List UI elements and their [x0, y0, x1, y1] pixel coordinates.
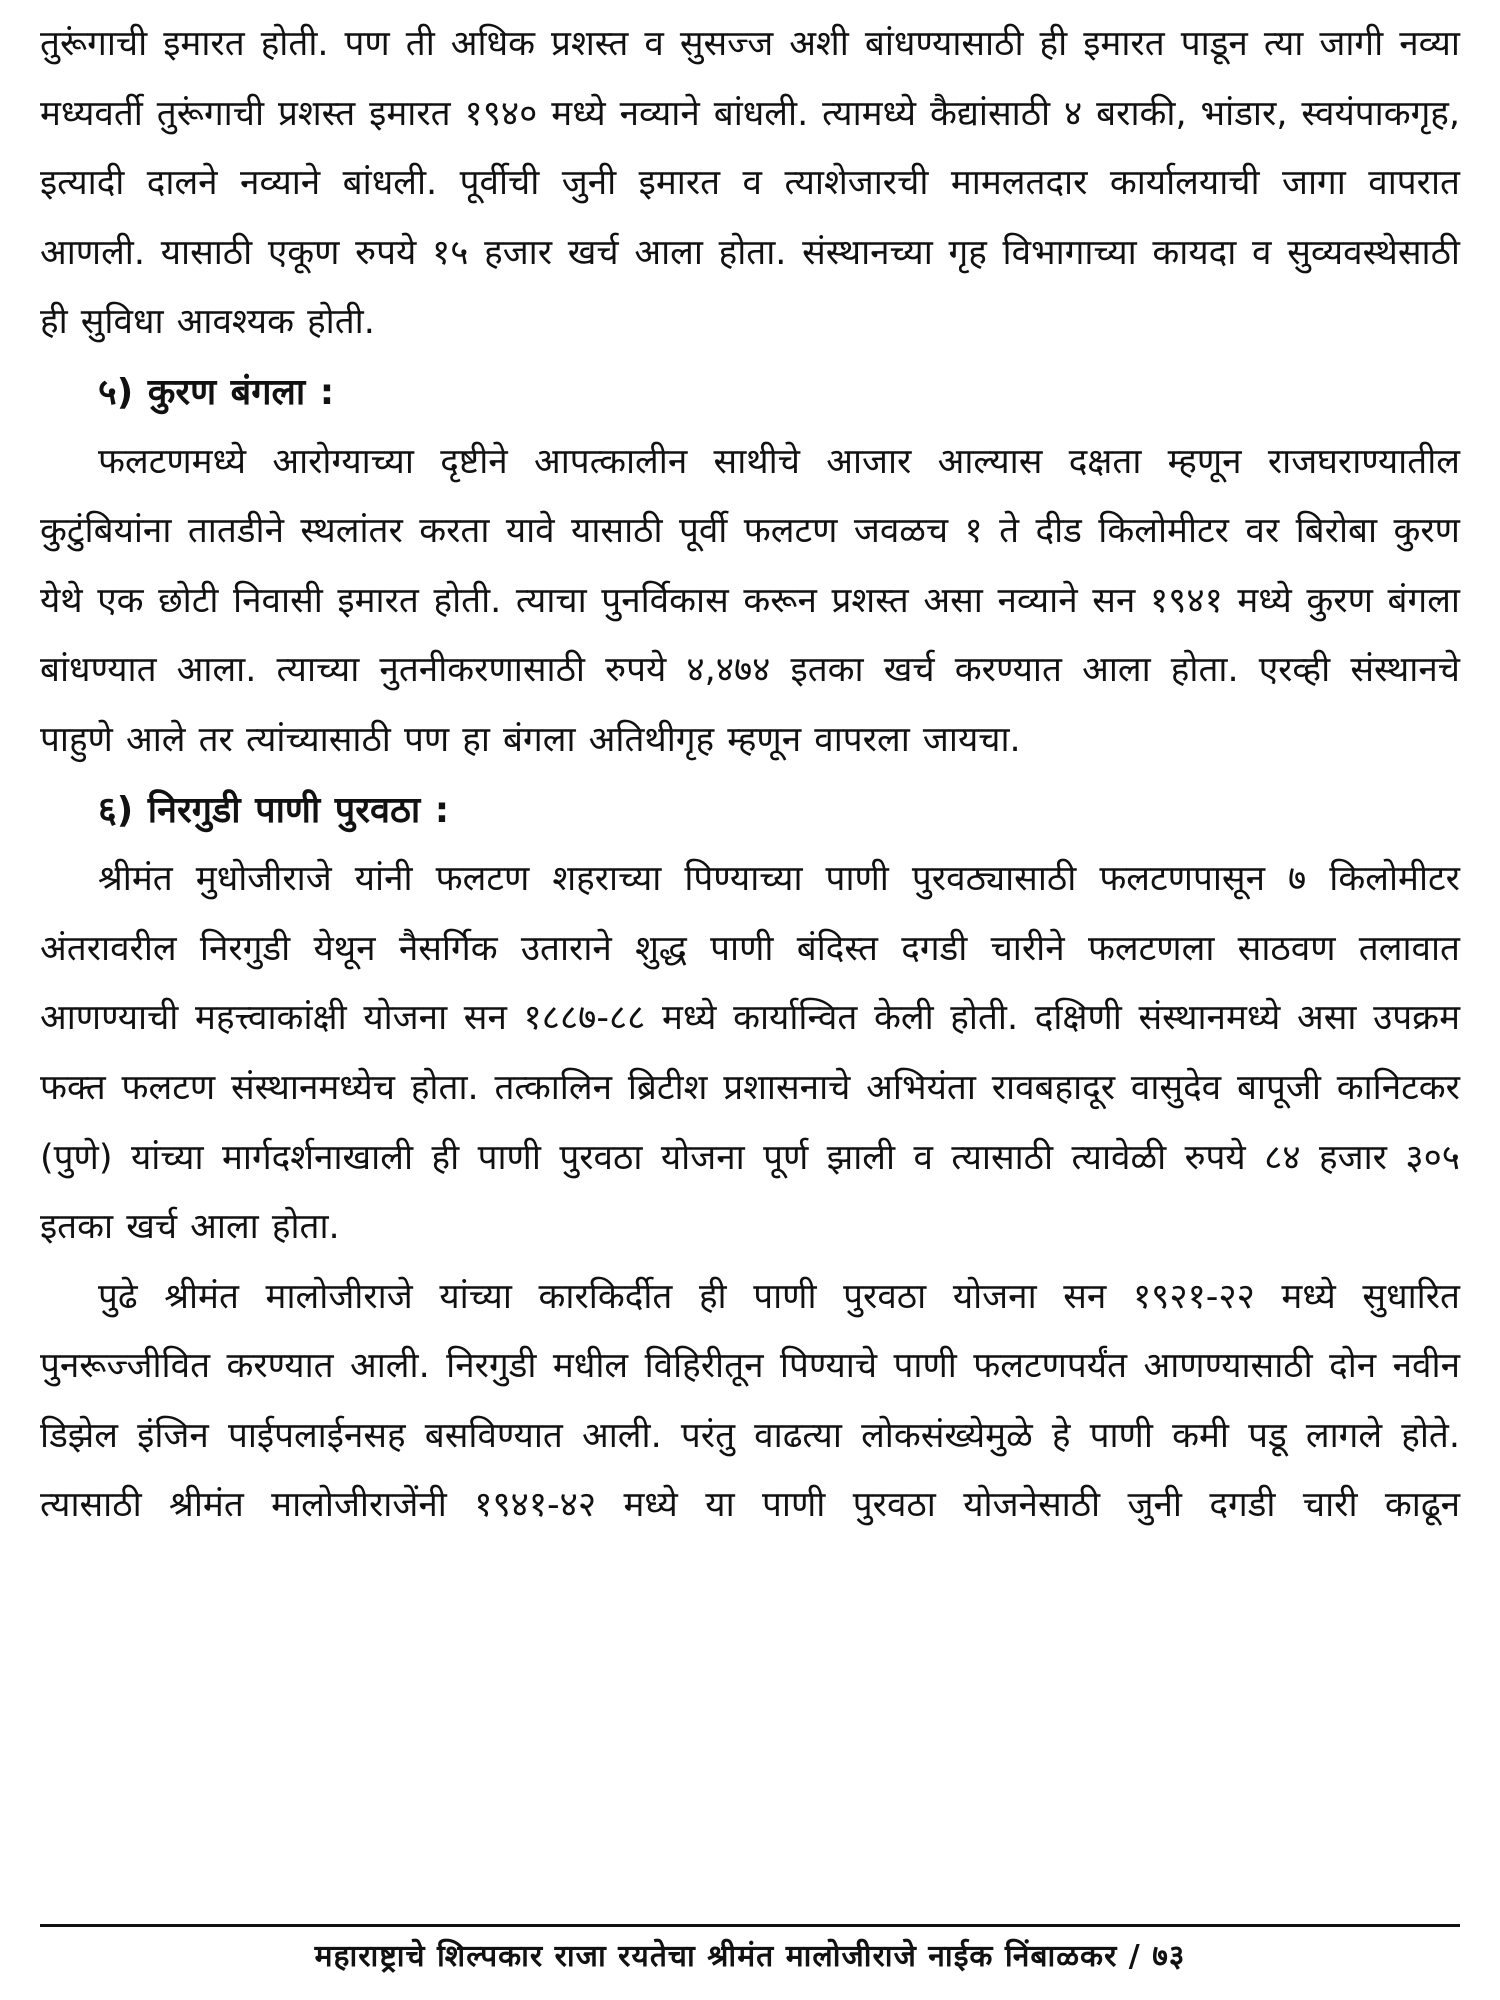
- paragraph-nirgudi-water-supply: श्रीमंत मुधोजीराजे यांनी फलटण शहराच्या पिण्याच्या पाणी पुरवठ्यासाठी फलटणपासून ७ किलोमीटर अंतरावरील निरगुडी येथून नैसर्गिक उताराने शुद्ध पाणी बंदिस्त दगडी चारीने फलटणला साठवण तलावात आणण्याची महत्त्वाकांक्षी योजना सन १८८७-८८ मध्ये कार्यान्वित केली होती. दक्षिणी संस्थानमध्ये असा उपक्रम फक्त फलटण संस्थानमध्येच होता. तत्कालिन ब्रिटीश प्रशासनाचे अभियंता रावबहादूर वासुदेव बापूजी कानिटकर (पुणे) यांच्या मार्गदर्शनाखाली ही पाणी पुरवठा योजना पूर्ण झाली व त्यासाठी त्यावेळी रुपये ८४ हजार ३०५ इतका खर्च आला होता.: [40, 859, 1460, 1248]
- book-page: [40, 10, 1460, 1990]
- section-heading-nirgudi-water-supply: ६) निरगुडी पाणी पुरवठा :: [98, 789, 450, 831]
- body-text: [40, 10, 1460, 1541]
- paragraph-jail-building: तुरूंगाची इमारत होती. पण ती अधिक प्रशस्त व सुसज्ज अशी बांधण्यासाठी ही इमारत पाडून त्या जागी नव्या मध्यवर्ती तुरूंगाची प्रशस्त इमारत १९४० मध्ये नव्याने बांधली. त्यामध्ये कैद्यांसाठी ४ बराकी, भांडार, स्वयंपाकगृह, इत्यादी दालने नव्याने बांधली. पूर्वीची जुनी इमारत व त्याशेजारची मामलतदार कार्यालयाची जागा वापरात आणली. यासाठी एकूण रुपये १५ हजार खर्च आला होता. संस्थानच्या गृह विभागाच्या कायदा व सुव्यवस्थेसाठी ही सुविधा आवश्यक होती.: [40, 24, 1460, 343]
- paragraph-kuran-bungalow: फलटणमध्ये आरोग्याच्या दृष्टीने आपत्कालीन साथीचे आजार आल्यास दक्षता म्हणून राजघराण्यातील कुटुंबियांना तातडीने स्थलांतर करता यावे यासाठी पूर्वी फलटण जवळच १ ते दीड किलोमीटर वर बिरोबा कुरण येथे एक छोटी निवासी इमारत होती. त्याचा पुनर्विकास करून प्रशस्त असा नव्याने सन १९४१ मध्ये कुरण बंगला बांधण्यात आला. त्याच्या नुतनीकरणासाठी रुपये ४,४७४ इतका खर्च करण्यात आला होता. एरव्ही संस्थानचे पाहुणे आले तर त्यांच्यासाठी पण हा बंगला अतिथीगृह म्हणून वापरला जायचा.: [40, 441, 1460, 760]
- paragraph-water-supply-revival: पुढे श्रीमंत मालोजीराजे यांच्या कारकिर्दीत ही पाणी पुरवठा योजना सन १९२१-२२ मध्ये सुधारित पुनरूज्जीवित करण्यात आली. निरगुडी मधील विहिरीतून पिण्याचे पाणी फलटणपर्यंत आणण्यासाठी दोन नवीन डिझेल इंजिन पाईपलाईनसह बसविण्यात आली. परंतु वाढत्या लोकसंख्येमुळे हे पाणी कमी पडू लागले होते. त्यासाठी श्रीमंत मालोजीराजेंनी १९४१-४२ मध्ये या पाणी पुरवठा योजनेसाठी जुनी दगडी चारी काढून: [40, 1276, 1460, 1526]
- footer-divider: [40, 1924, 1460, 1927]
- section-heading-kuran-bungalow: ५) कुरण बंगला :: [98, 371, 335, 413]
- page-footer: महाराष्ट्राचे शिल्पकार राजा रयतेचा श्रीमंत मालोजीराजे नाईक निंबाळकर / ७३: [314, 1939, 1186, 1974]
